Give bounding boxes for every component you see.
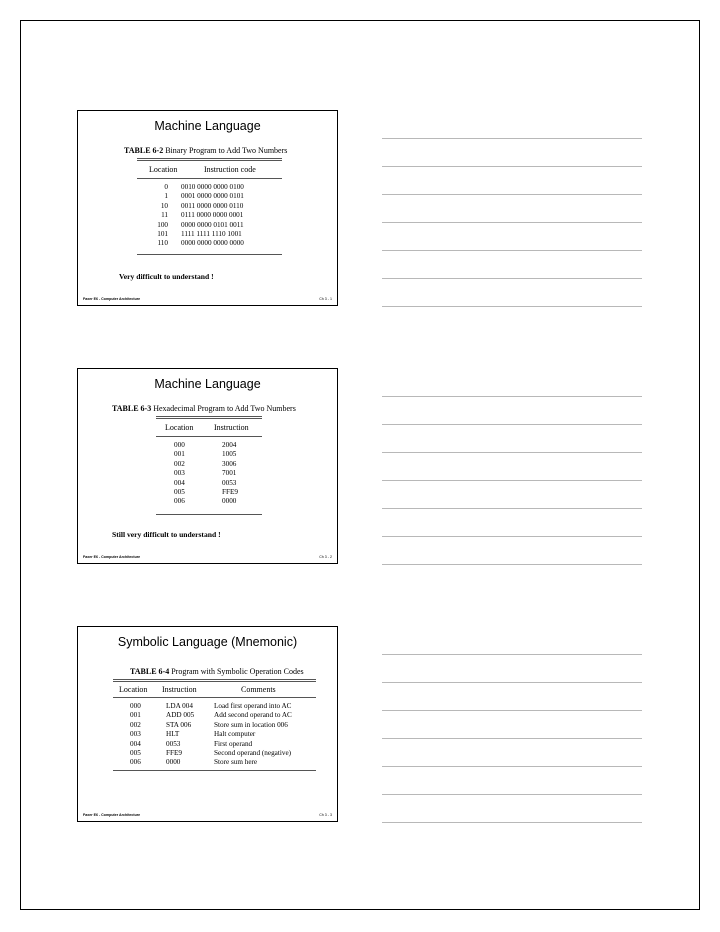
- note-line: [382, 822, 642, 823]
- slide-3: [77, 626, 338, 822]
- table-bottom-rule: [137, 254, 282, 255]
- table-row: 004 0053 First operand: [130, 739, 253, 748]
- table-header-rule: [113, 697, 316, 698]
- table-row: 001 1005: [174, 450, 237, 459]
- note-line: [382, 194, 642, 195]
- note-line: [382, 508, 642, 509]
- table-caption: [112, 404, 296, 413]
- table-header-rule: [137, 178, 282, 179]
- table-row: 006 0000 Store sum here: [130, 758, 258, 767]
- slide-footer-page: Ch 3 - 1: [319, 297, 332, 301]
- note-line: [382, 654, 642, 655]
- note-line: [382, 250, 642, 251]
- table-label: TABLE 6-3: [112, 404, 152, 413]
- slide-footer-course: Faxer E6 - Computer Architecture: [83, 297, 141, 301]
- note-line: [382, 564, 642, 565]
- table-row: 003 7001: [174, 469, 237, 478]
- table-body: [137, 183, 244, 249]
- slide-title: Machine Language: [154, 119, 261, 133]
- table-bottom-rule: [156, 514, 262, 515]
- col-header-instruction: Instruction: [162, 685, 197, 694]
- col-header-comments: Comments: [241, 685, 276, 694]
- note-line: [382, 278, 642, 279]
- note-line: [382, 682, 642, 683]
- note-line: [382, 452, 642, 453]
- note-line: [382, 306, 642, 307]
- note-line: [382, 738, 642, 739]
- table-row: 005 FFE9 Second operand (negative): [130, 748, 292, 757]
- note-line: [382, 536, 642, 537]
- note-line: [382, 396, 642, 397]
- table-caption-text: Binary Program to Add Two Numbers: [165, 146, 288, 155]
- table-header-rule: [156, 436, 262, 437]
- table-body: [130, 702, 292, 768]
- table-row: 110 0000 0000 0000 0000: [157, 239, 244, 248]
- table-caption: [130, 667, 304, 676]
- col-header-location: Location: [165, 423, 194, 432]
- table-row: 002 3006: [174, 459, 237, 468]
- table-caption: [124, 146, 287, 155]
- col-header-instruction: Instruction code: [204, 165, 256, 174]
- col-header-location: Location: [149, 165, 178, 174]
- table-top-rule: [156, 416, 262, 419]
- table-row: 002 STA 006 Store sum in location 006: [130, 720, 288, 729]
- slide-title: Symbolic Language (Mnemonic): [117, 635, 298, 649]
- note-line: [382, 794, 642, 795]
- slide-footer-course: Faxer E6 - Computer Architecture: [83, 555, 141, 559]
- table-row: 10 0011 0000 0000 0110: [160, 201, 244, 210]
- slide-footer-course: Faxer E6 - Computer Architecture: [83, 813, 141, 817]
- table-label: TABLE 6-2: [124, 146, 164, 155]
- note-line: [382, 222, 642, 223]
- table-row: 1 0001 0000 0000 0101: [164, 192, 244, 201]
- table-row: 0 0010 0000 0000 0100: [164, 183, 244, 191]
- note-line: [382, 166, 642, 167]
- note-line: [382, 766, 642, 767]
- table-row: 004 0053: [174, 478, 237, 487]
- table-row: 006 0000: [174, 497, 237, 506]
- slide-2: [77, 368, 338, 564]
- slide-1: [77, 110, 338, 306]
- slide-title: Machine Language: [154, 377, 261, 391]
- table-body: [174, 441, 238, 507]
- note-line: [382, 710, 642, 711]
- table-caption-text: Hexadecimal Program to Add Two Numbers: [153, 404, 296, 413]
- slide-footer-page: Ch 3 - 3: [319, 813, 332, 817]
- table-row: 000 LDA 004 Load first operand into AC: [130, 702, 292, 710]
- table-row: 005 FFE9: [174, 487, 238, 496]
- table-row: 001 ADD 005 Add second operand to AC: [130, 711, 292, 720]
- note-line: [382, 424, 642, 425]
- table-row: 003 HLT Halt computer: [130, 730, 256, 739]
- col-header-instruction: Instruction: [214, 423, 249, 432]
- table-label: TABLE 6-4: [130, 667, 170, 676]
- table-row: 11 0111 0000 0000 0001: [161, 211, 244, 220]
- col-header-location: Location: [119, 685, 148, 694]
- slide-footer-page: Ch 3 - 2: [319, 555, 332, 559]
- table-bottom-rule: [113, 770, 316, 771]
- slide-note: Very difficult to understand !: [119, 272, 214, 281]
- table-row: 100 0000 0000 0101 0011: [157, 220, 244, 229]
- note-line: [382, 138, 642, 139]
- table-row: 101 1111 1111 1110 1001: [157, 229, 242, 238]
- table-caption-text: Program with Symbolic Operation Codes: [171, 667, 304, 676]
- slide-note: Still very difficult to understand !: [112, 530, 221, 539]
- note-line: [382, 480, 642, 481]
- table-row: 000 2004: [174, 441, 237, 449]
- table-top-rule: [113, 679, 316, 682]
- table-top-rule: [137, 158, 282, 161]
